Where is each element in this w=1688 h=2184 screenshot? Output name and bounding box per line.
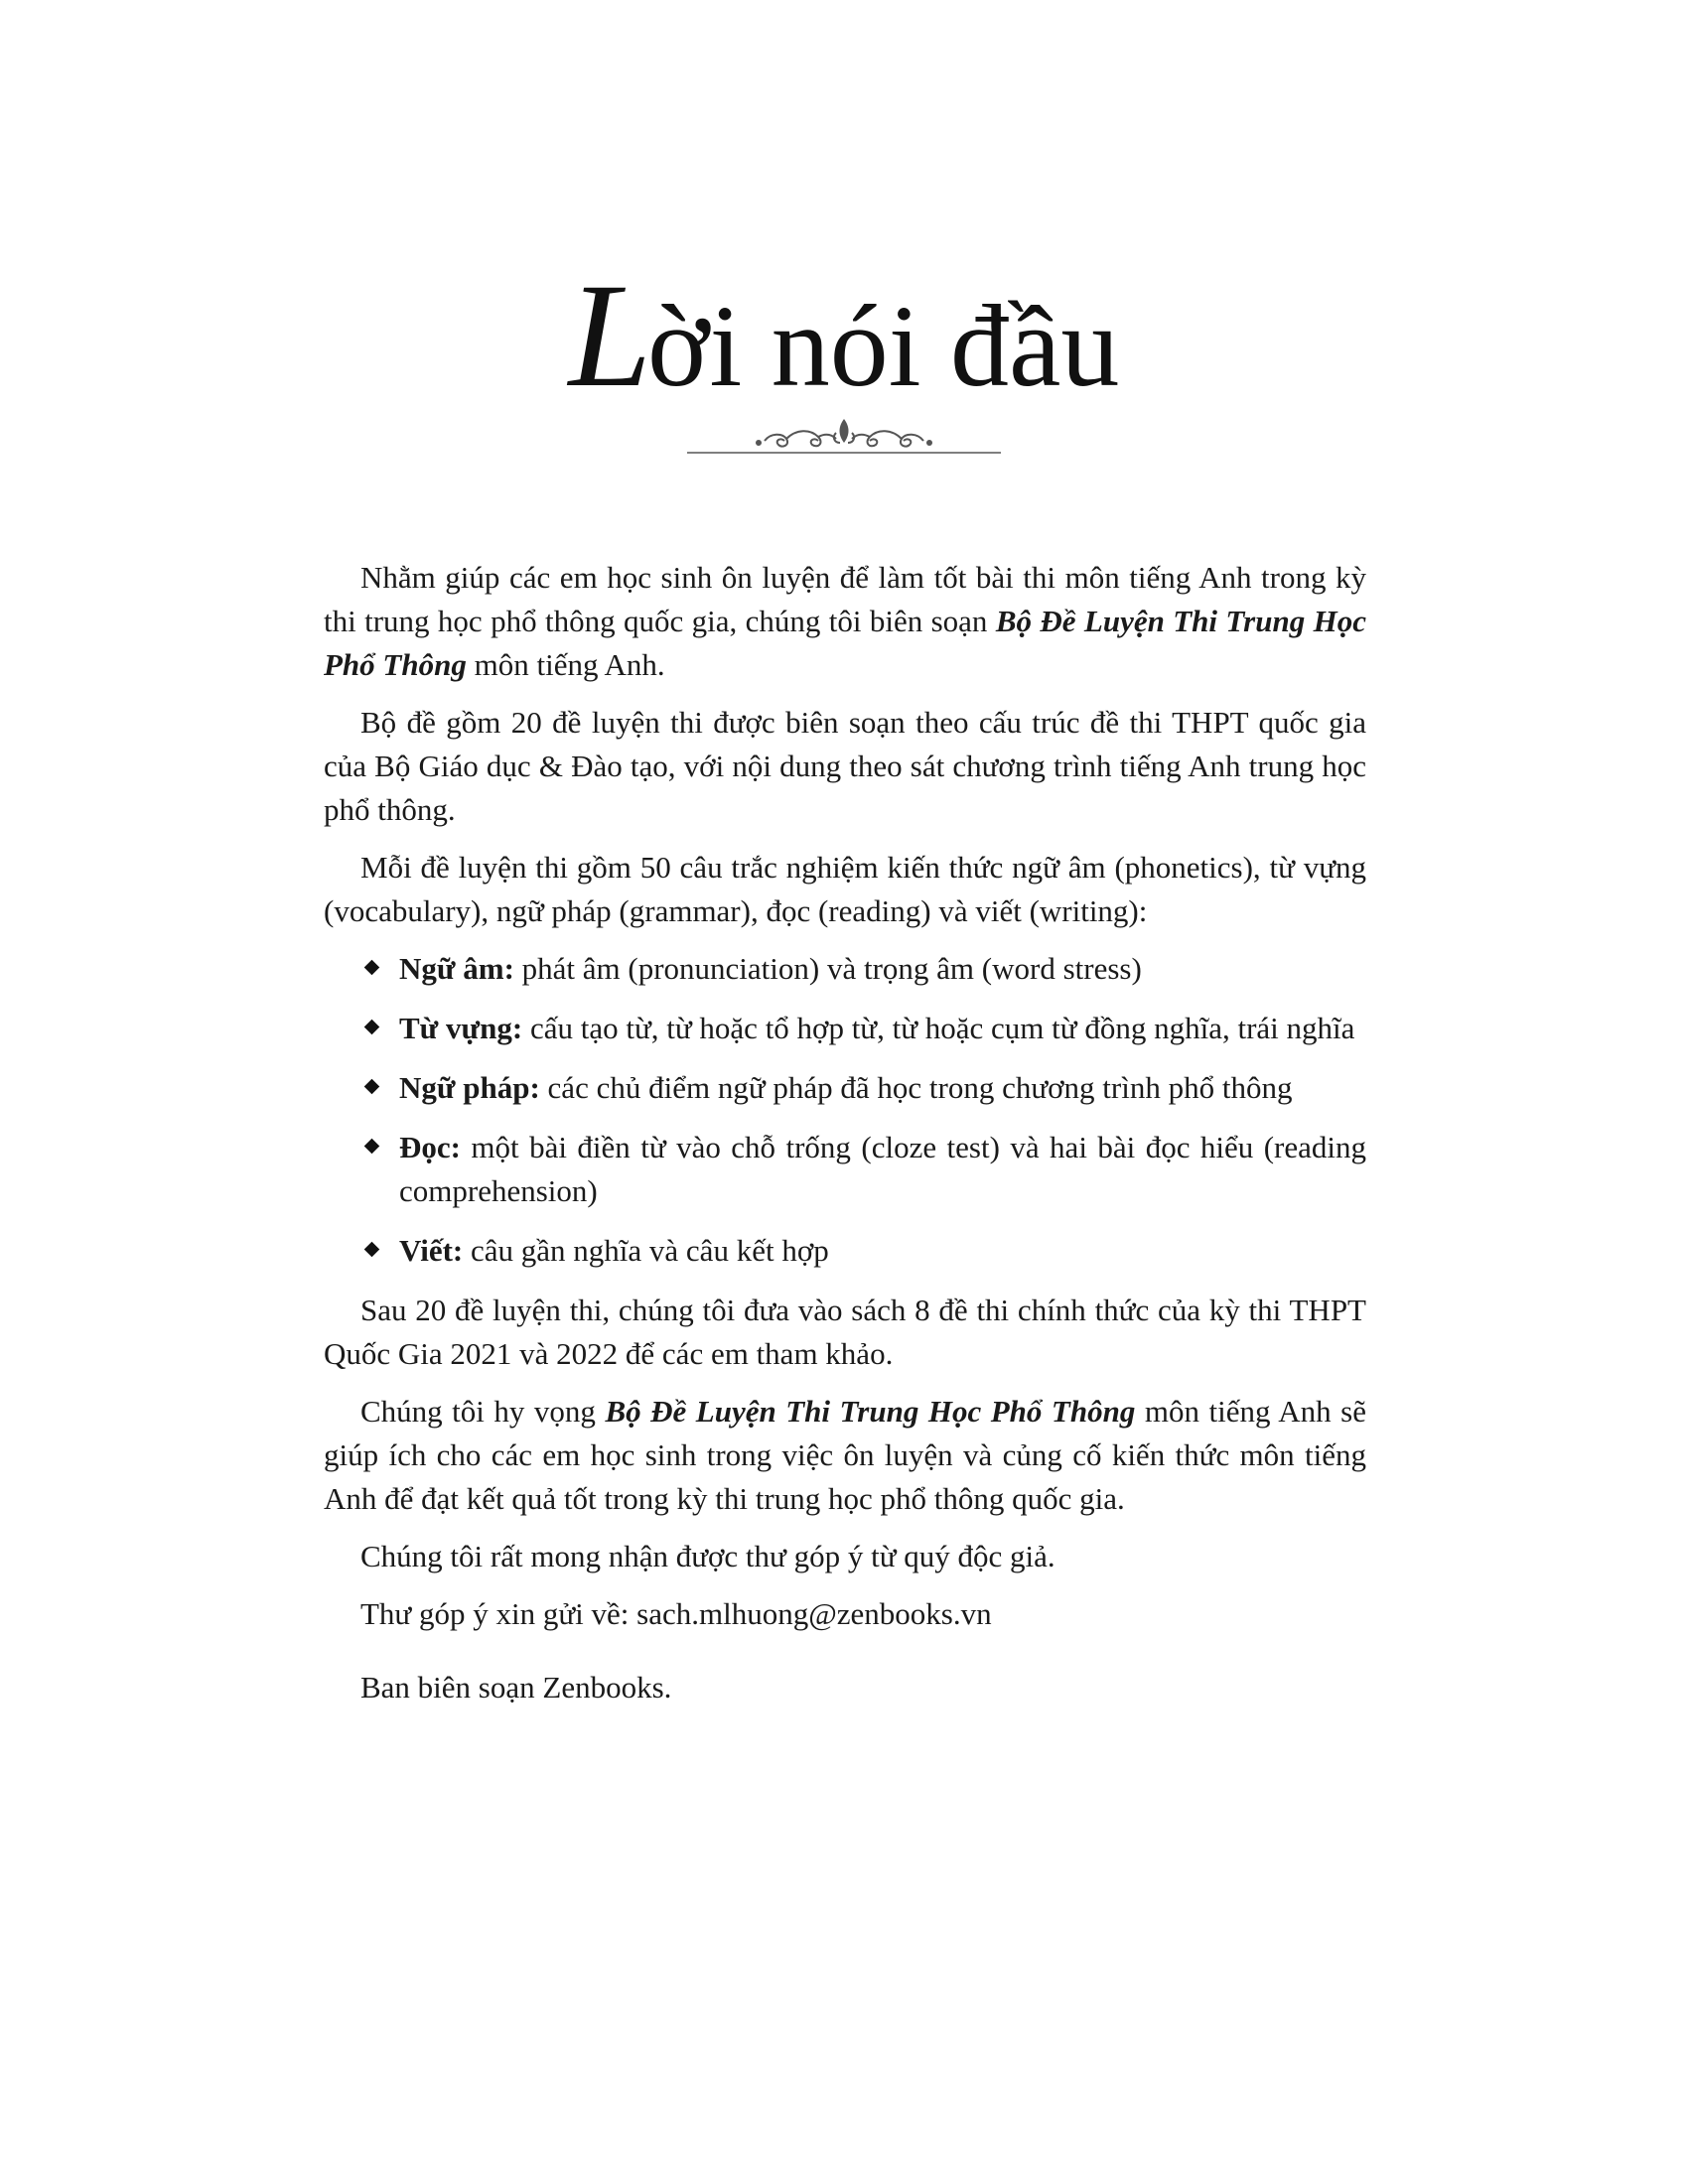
book-title: Bộ Đề Luyện Thi Trung Học Phổ Thông [324,604,1366,682]
list-item [324,1126,1366,1213]
paragraph-text: môn tiếng Anh. [466,647,665,682]
list-item-text: phát âm (pronunciation) và trọng âm (word stress) [513,951,1142,986]
list-item-text: một bài điền từ vào chỗ trống (cloze test) và hai bài đọc hiểu (reading comprehension) [399,1130,1366,1208]
title-initial-letter: L [568,253,648,418]
list-item [324,1007,1366,1050]
list-item-label: Ngữ âm: [399,951,514,986]
paragraph-official-exams: Sau 20 đề luyện thi, chúng tôi đưa vào sách 8 đề thi chính thức của kỳ thi THPT Quốc Gia 2021 và 2022 để các em tham khảo. [324,1293,1366,1371]
list-item-text: cấu tạo từ, từ hoặc tổ hợp từ, từ hoặc cụm từ đồng nghĩa, trái nghĩa [522,1011,1355,1045]
list-item [324,947,1366,991]
diamond-bullet-icon [364,1020,380,1035]
list-item-label: Ngữ pháp: [399,1070,540,1105]
list-item-text: các chủ điểm ngữ pháp đã học trong chương trình phổ thông [539,1070,1293,1105]
paragraph-content: Mỗi đề luyện thi gồm 50 câu trắc nghiệm kiến thức ngữ âm (phonetics), từ vựng (vocabulary), ngữ pháp (grammar), đọc (reading) và viết (writing): [324,850,1366,928]
paragraph-hope [324,1390,1366,1521]
preface-body [324,556,1366,1723]
paragraph-text: Nhằm giúp các em học sinh ôn luyện để làm tốt bài thi môn tiếng Anh trong kỳ thi trung học phổ thông quốc gia, chúng tôi biên soạn [324,560,1366,638]
page-title [0,253,1688,418]
list-item [324,1229,1366,1273]
paragraph-text: môn tiếng Anh sẽ giúp ích cho các em học sinh trong việc ôn luyện và củng cố kiến thức môn tiếng Anh để đạt kết quả tốt trong kỳ thi trung học phổ thông quốc gia. [324,1394,1366,1516]
diamond-bullet-icon [364,1079,380,1095]
flourish-divider-icon [687,415,1001,459]
skills-list [324,947,1366,1273]
list-item-text: câu gần nghĩa và câu kết hợp [463,1233,829,1268]
list-item-label: Đọc: [399,1130,461,1164]
paragraph-feedback: Chúng tôi rất mong nhận được thư góp ý từ quý độc giả. [360,1539,1055,1573]
paragraph-contact: Thư góp ý xin gửi về: sach.mlhuong@zenbooks.vn [360,1596,992,1631]
signoff: Ban biên soạn Zenbooks. [360,1670,672,1705]
paragraph-structure: Bộ đề gồm 20 đề luyện thi được biên soạn theo cấu trúc đề thi THPT quốc gia của Bộ Giáo dục & Đào tạo, với nội dung theo sát chương trình tiếng Anh trung học phổ thông. [324,705,1366,827]
title-rest: ời nói đầu [647,281,1120,411]
paragraph-intro [324,556,1366,687]
list-item-label: Viết: [399,1233,464,1268]
diamond-bullet-icon [364,1139,380,1155]
paragraph-text: Chúng tôi hy vọng [360,1394,606,1429]
list-item [324,1066,1366,1110]
list-item-label: Từ vựng: [399,1011,523,1045]
diamond-bullet-icon [364,1242,380,1258]
book-title: Bộ Đề Luyện Thi Trung Học Phổ Thông [605,1394,1136,1429]
diamond-bullet-icon [364,960,380,976]
